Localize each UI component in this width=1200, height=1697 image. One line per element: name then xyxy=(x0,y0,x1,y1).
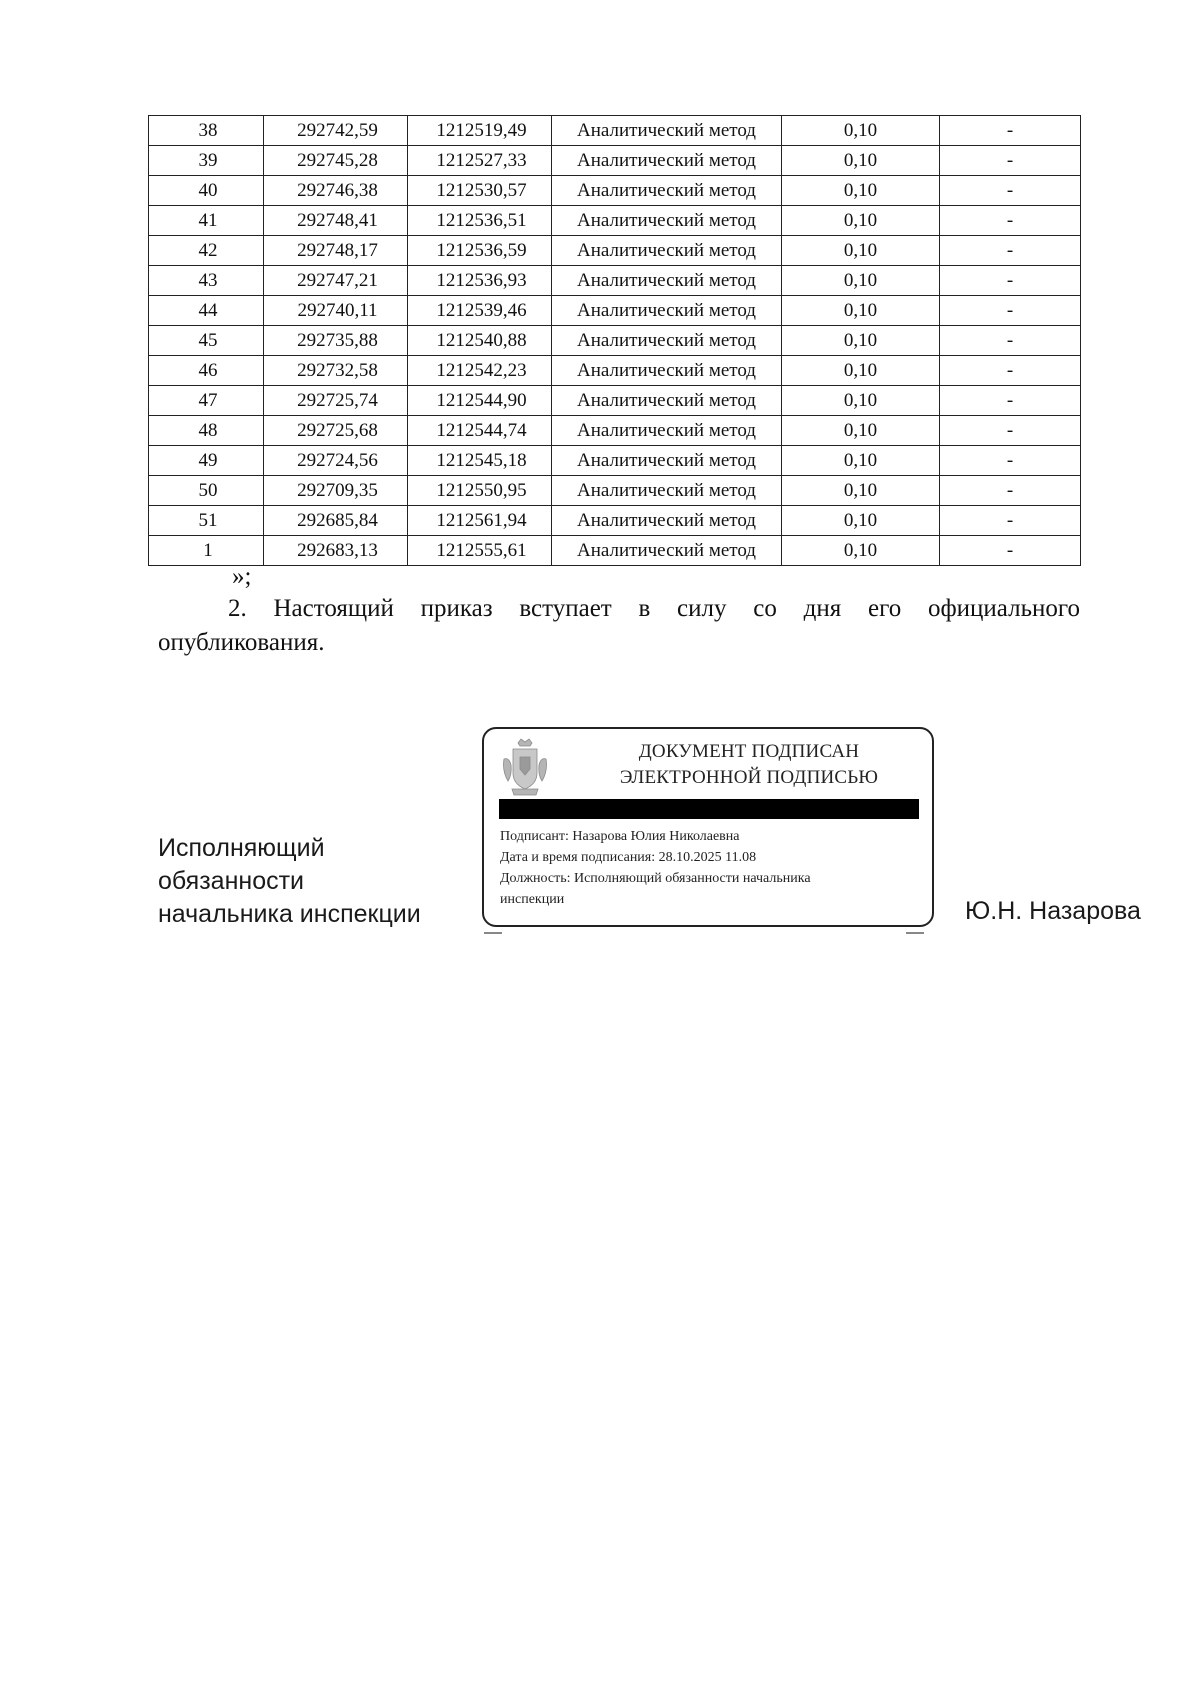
y-coordinate-cell: 1212542,23 xyxy=(408,356,552,386)
method-cell: Аналитический метод xyxy=(552,326,782,356)
x-coordinate-cell: 292748,41 xyxy=(264,206,408,236)
closing-quote: »; xyxy=(232,563,252,590)
x-coordinate-cell: 292748,17 xyxy=(264,236,408,266)
description-cell: - xyxy=(940,206,1081,236)
x-coordinate-cell: 292732,58 xyxy=(264,356,408,386)
x-coordinate-cell: 292747,21 xyxy=(264,266,408,296)
certificate-redaction-bar xyxy=(499,799,919,819)
table-row xyxy=(149,446,1081,476)
table-row xyxy=(149,116,1081,146)
method-cell: Аналитический метод xyxy=(552,506,782,536)
description-cell: - xyxy=(940,176,1081,206)
method-cell: Аналитический метод xyxy=(552,176,782,206)
electronic-signature-stamp xyxy=(482,727,934,927)
coordinates-table-body xyxy=(149,116,1081,566)
x-coordinate-cell: 292685,84 xyxy=(264,506,408,536)
description-cell: - xyxy=(940,116,1081,146)
y-coordinate-cell: 1212544,74 xyxy=(408,416,552,446)
point-number-cell: 39 xyxy=(149,146,264,176)
accuracy-cell: 0,10 xyxy=(782,476,940,506)
y-coordinate-cell: 1212530,57 xyxy=(408,176,552,206)
description-cell: - xyxy=(940,296,1081,326)
x-coordinate-cell: 292746,38 xyxy=(264,176,408,206)
accuracy-cell: 0,10 xyxy=(782,446,940,476)
description-cell: - xyxy=(940,476,1081,506)
y-coordinate-cell: 1212536,93 xyxy=(408,266,552,296)
point-number-cell: 41 xyxy=(149,206,264,236)
description-cell: - xyxy=(940,506,1081,536)
x-coordinate-cell: 292742,59 xyxy=(264,116,408,146)
point-number-cell: 38 xyxy=(149,116,264,146)
point-number-cell: 43 xyxy=(149,266,264,296)
point-number-cell: 48 xyxy=(149,416,264,446)
x-coordinate-cell: 292709,35 xyxy=(264,476,408,506)
method-cell: Аналитический метод xyxy=(552,356,782,386)
stamp-header xyxy=(574,739,924,791)
x-coordinate-cell: 292740,11 xyxy=(264,296,408,326)
method-cell: Аналитический метод xyxy=(552,476,782,506)
description-cell: - xyxy=(940,416,1081,446)
stamp-position-line-2: инспекции xyxy=(500,892,565,907)
method-cell: Аналитический метод xyxy=(552,386,782,416)
description-cell: - xyxy=(940,326,1081,356)
table-row xyxy=(149,386,1081,416)
point-number-cell: 49 xyxy=(149,446,264,476)
effective-date-paragraph xyxy=(158,592,1080,660)
method-cell: Аналитический метод xyxy=(552,206,782,236)
description-cell: - xyxy=(940,446,1081,476)
table-row xyxy=(149,506,1081,536)
table-row xyxy=(149,476,1081,506)
description-cell: - xyxy=(940,356,1081,386)
point-number-cell: 44 xyxy=(149,296,264,326)
table-row xyxy=(149,176,1081,206)
point-number-cell: 42 xyxy=(149,236,264,266)
stamp-header-line-2: ЭЛЕКТРОННОЙ ПОДПИСЬЮ xyxy=(619,767,879,788)
signer-name: Ю.Н. Назарова xyxy=(965,897,1141,925)
description-cell: - xyxy=(940,146,1081,176)
accuracy-cell: 0,10 xyxy=(782,296,940,326)
accuracy-cell: 0,10 xyxy=(782,116,940,146)
coordinates-table xyxy=(148,115,1081,566)
accuracy-cell: 0,10 xyxy=(782,326,940,356)
paragraph-line-2: опубликования. xyxy=(158,629,325,656)
description-cell: - xyxy=(940,266,1081,296)
signer-title xyxy=(158,832,421,931)
y-coordinate-cell: 1212536,59 xyxy=(408,236,552,266)
point-number-cell: 50 xyxy=(149,476,264,506)
x-coordinate-cell: 292745,28 xyxy=(264,146,408,176)
table-row xyxy=(149,356,1081,386)
description-cell: - xyxy=(940,236,1081,266)
method-cell: Аналитический метод xyxy=(552,296,782,326)
point-number-cell: 46 xyxy=(149,356,264,386)
y-coordinate-cell: 1212561,94 xyxy=(408,506,552,536)
method-cell: Аналитический метод xyxy=(552,446,782,476)
stamp-datetime: Дата и время подписания: 28.10.2025 11.08 xyxy=(500,850,757,865)
method-cell: Аналитический метод xyxy=(552,536,782,566)
accuracy-cell: 0,10 xyxy=(782,356,940,386)
y-coordinate-cell: 1212527,33 xyxy=(408,146,552,176)
table-row xyxy=(149,206,1081,236)
table-row xyxy=(149,296,1081,326)
accuracy-cell: 0,10 xyxy=(782,386,940,416)
y-coordinate-cell: 1212544,90 xyxy=(408,386,552,416)
accuracy-cell: 0,10 xyxy=(782,266,940,296)
table-row xyxy=(149,416,1081,446)
y-coordinate-cell: 1212550,95 xyxy=(408,476,552,506)
y-coordinate-cell: 1212519,49 xyxy=(408,116,552,146)
x-coordinate-cell: 292735,88 xyxy=(264,326,408,356)
method-cell: Аналитический метод xyxy=(552,146,782,176)
y-coordinate-cell: 1212539,46 xyxy=(408,296,552,326)
signer-title-line-1: Исполняющий xyxy=(158,834,325,862)
signer-title-line-2: обязанности xyxy=(158,867,305,895)
y-coordinate-cell: 1212555,61 xyxy=(408,536,552,566)
table-row xyxy=(149,266,1081,296)
accuracy-cell: 0,10 xyxy=(782,416,940,446)
table-row xyxy=(149,236,1081,266)
point-number-cell: 45 xyxy=(149,326,264,356)
method-cell: Аналитический метод xyxy=(552,416,782,446)
stamp-right-tick xyxy=(906,932,924,934)
accuracy-cell: 0,10 xyxy=(782,506,940,536)
description-cell: - xyxy=(940,386,1081,416)
table-row xyxy=(149,326,1081,356)
y-coordinate-cell: 1212536,51 xyxy=(408,206,552,236)
table-row xyxy=(149,146,1081,176)
point-number-cell: 1 xyxy=(149,536,264,566)
stamp-position-line-1: Должность: Исполняющий обязанности начальника xyxy=(500,871,811,886)
stamp-header-line-1: ДОКУМЕНТ ПОДПИСАН xyxy=(638,741,860,762)
stamp-signer: Подписант: Назарова Юлия Николаевна xyxy=(500,829,740,844)
method-cell: Аналитический метод xyxy=(552,116,782,146)
accuracy-cell: 0,10 xyxy=(782,236,940,266)
x-coordinate-cell: 292724,56 xyxy=(264,446,408,476)
x-coordinate-cell: 292683,13 xyxy=(264,536,408,566)
point-number-cell: 51 xyxy=(149,506,264,536)
accuracy-cell: 0,10 xyxy=(782,206,940,236)
point-number-cell: 40 xyxy=(149,176,264,206)
stamp-left-tick xyxy=(484,932,502,934)
method-cell: Аналитический метод xyxy=(552,236,782,266)
signer-title-line-3: начальника инспекции xyxy=(158,900,421,928)
accuracy-cell: 0,10 xyxy=(782,176,940,206)
accuracy-cell: 0,10 xyxy=(782,146,940,176)
stamp-details xyxy=(500,826,920,910)
description-cell: - xyxy=(940,536,1081,566)
coat-of-arms-icon xyxy=(500,737,550,799)
method-cell: Аналитический метод xyxy=(552,266,782,296)
paragraph-line-1: 2. Настоящий приказ вступает в силу со дня его официального xyxy=(228,595,1080,622)
x-coordinate-cell: 292725,68 xyxy=(264,416,408,446)
table-row xyxy=(149,536,1081,566)
y-coordinate-cell: 1212540,88 xyxy=(408,326,552,356)
point-number-cell: 47 xyxy=(149,386,264,416)
y-coordinate-cell: 1212545,18 xyxy=(408,446,552,476)
x-coordinate-cell: 292725,74 xyxy=(264,386,408,416)
accuracy-cell: 0,10 xyxy=(782,536,940,566)
